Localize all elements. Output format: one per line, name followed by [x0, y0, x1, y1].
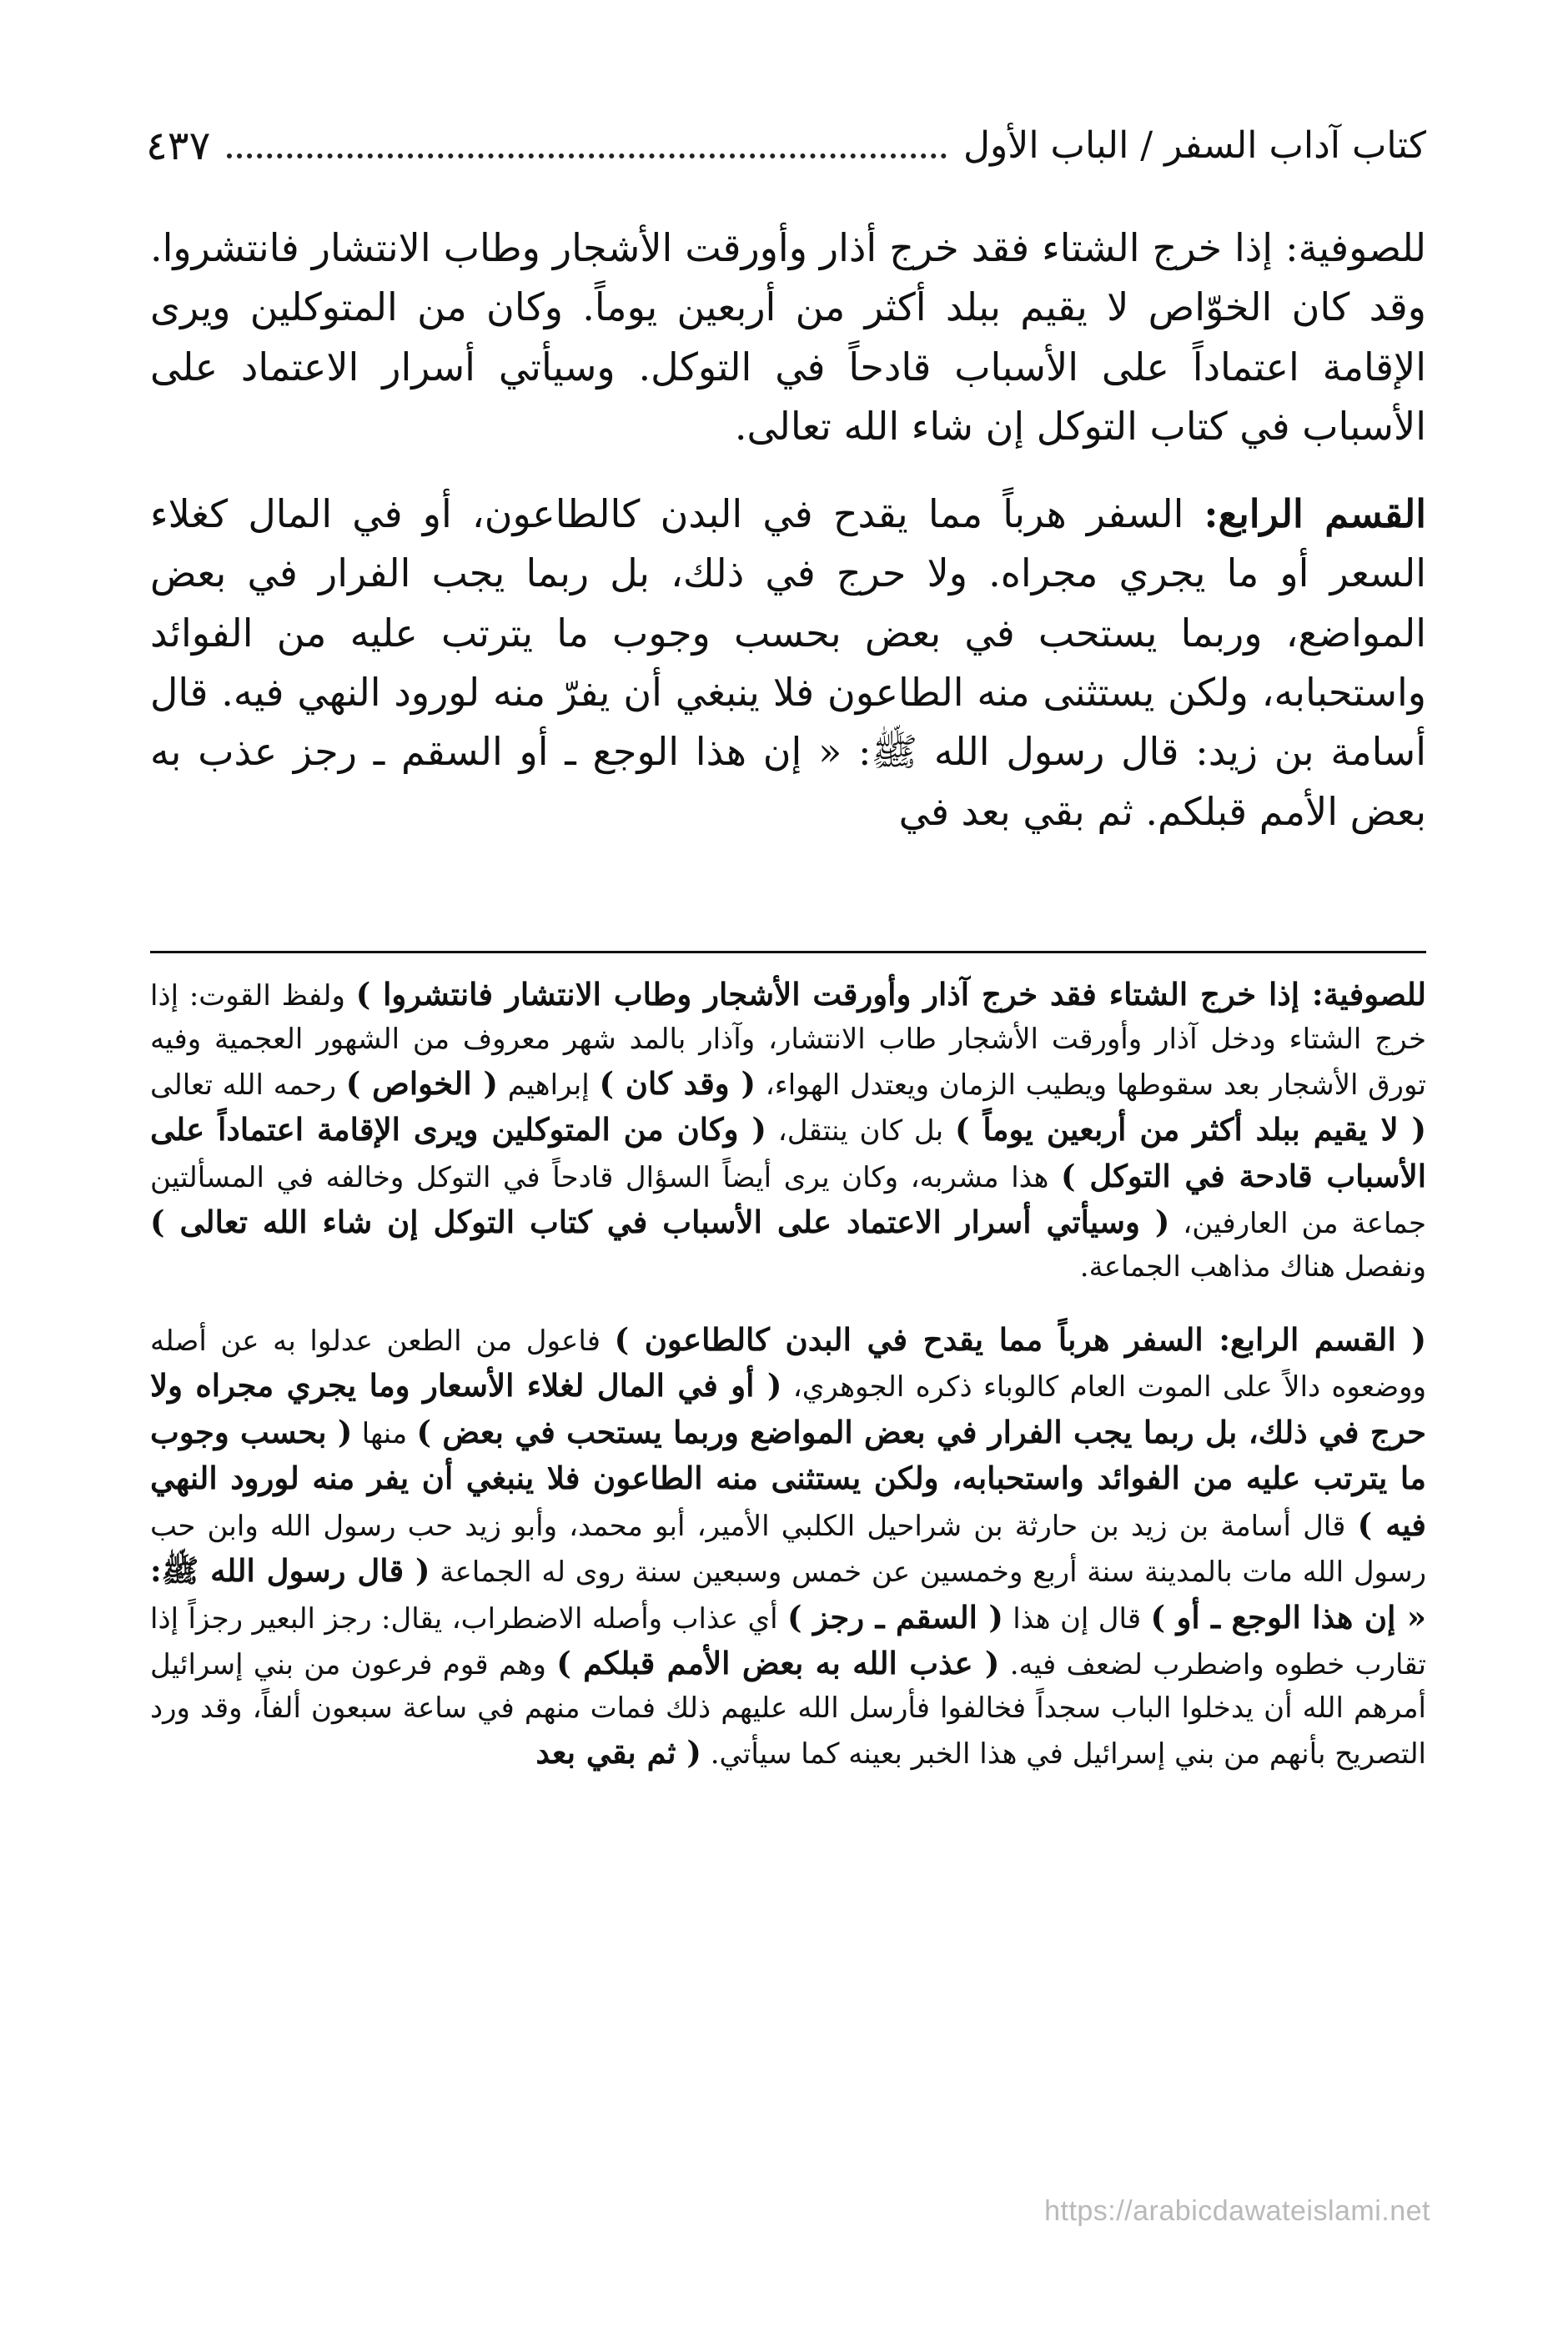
header-title: كتاب آداب السفر / الباب الأول [963, 124, 1426, 167]
main-paragraph: القسم الرابع: السفر هرباً مما يقدح في البدن كالطاعون، أو في المال كغلاء السعر أو ما يجري مجراه. ولا حرج في ذلك، بل ربما يجب الفرار في بعض المواضع، وربما يستحب في بعض بحسب وجوب ما يترتب عليه من الفوائد واستحبابه، ولكن يستثنى منه الطاعون فلا ينبغي أن يفرّ منه لورود النهي فيه. قال أسامة بن زيد: قال رسول الله ﷺ: « إن هذا الوجع ـ أو السقم ـ رجز عذب به بعض الأمم قبلكم. ثم بقي بعد في [150, 491, 1426, 834]
commentary-paragraph: للصوفية: إذا خرج الشتاء فقد خرج آذار وأورقت الأشجار وطاب الانتشار فانتشروا ) ولفظ القوت: إذا خرج الشتاء ودخل آذار وأورقت الأشجار طاب الانتشار، وآذار بالمد شهر معروف من الشهور العجمية وفيه تورق الأشجار بعد سقوطها ويطيب الزمان ويعتدل الهواء، ( وقد كان ) إبراهيم ( الخواص ) رحمه الله تعالى ( لا يقيم ببلد أكثر من أربعين يوماً ) بل كان ينتقل، ( وكان من المتوكلين ويرى الإقامة اعتماداً على الأسباب قادحة في التوكل ) هذا مشربه، وكان يرى أيضاً السؤال قادحاً في التوكل وخالفه في المسألتين جماعة من العارفين، ( وسيأتي أسرار الاعتماد على الأسباب في كتاب التوكل إن شاء الله تعالى ) ونفصل هناك مذاهب الجماعة. [150, 976, 1426, 1284]
quoted-matn: ( بحسب وجوب ما يترتب عليه من الفوائد واستحبابه، ولكن يستثنى منه الطاعون فلا ينبغي أن يفر منه لورود النهي فيه ) [150, 1413, 1426, 1543]
main-text [150, 219, 1426, 842]
quoted-matn: ( الخواص ) [345, 1064, 499, 1102]
running-header [146, 113, 1426, 179]
quoted-matn: ( ثم بقي بعد [535, 1733, 701, 1771]
quoted-matn: ( أو في المال لغلاء الأسعار وما يجري مجراه ولا حرج في ذلك، بل ربما يجب الفرار في بعض المواضع وربما يستحب في بعض ) [150, 1367, 1426, 1450]
watermark-url: https://arabicdawateislami.net [1044, 2195, 1430, 2227]
page-number: ٤٣٧ [146, 123, 211, 169]
quoted-matn: ( قال رسول الله ﷺ: « إن هذا الوجع ـ أو ) [150, 1552, 1426, 1636]
commentary-paragraph: ( القسم الرابع: السفر هرباً مما يقدح في البدن كالطاعون ) فاعول من الطعن عدلوا به عن أصله ووضعوه دالاً على الموت العام كالوباء ذكره الجوهري، ( أو في المال لغلاء الأسعار وما يجري مجراه ولا حرج في ذلك، بل ربما يجب الفرار في بعض المواضع وربما يستحب في بعض ) منها ( بحسب وجوب ما يترتب عليه من الفوائد واستحبابه، ولكن يستثنى منه الطاعون فلا ينبغي أن يفر منه لورود النهي فيه ) قال أسامة بن زيد بن حارثة بن شراحيل الكلبي الأمير، أبو محمد، وأبو زيد حب رسول الله وابن حب رسول الله مات بالمدينة سنة أربع وخمسين عن خمس وسبعين سنة روى له الجماعة ( قال رسول الله ﷺ: « إن هذا الوجع ـ أو ) قال إن هذا ( السقم ـ رجز ) أي عذاب وأصله الاضطراب، يقال: رجز البعير رجزاً إذا تقارب خطوه واضطرب لضعف فيه. ( عذب الله به بعض الأمم قبلكم ) وهم قوم فرعون من بني إسرائيل أمرهم الله أن يدخلوا الباب سجداً فخالفوا فأرسل الله عليهم ذلك فمات منهم في ساعة سبعون ألفاً، وقد ورد التصريح بأنهم من بني إسرائيل في هذا الخبر بعينه كما سيأتي. ( ثم بقي بعد [150, 1320, 1427, 1771]
header-dot-leader [227, 153, 947, 158]
quoted-matn: ( لا يقيم ببلد أكثر من أربعين يوماً ) [954, 1111, 1426, 1148]
quoted-matn: ( عذب الله به بعض الأمم قبلكم ) [556, 1645, 1000, 1681]
quoted-matn: ( وسيأتي أسرار الاعتماد على الأسباب في كتاب التوكل إن شاء الله تعالى ) [150, 1204, 1170, 1240]
footnote-divider [150, 951, 1426, 953]
quoted-matn: ( السقم ـ رجز ) [787, 1598, 1003, 1636]
quoted-matn: ( القسم الرابع: السفر هرباً مما يقدح في البدن كالطاعون ) [614, 1320, 1427, 1358]
quoted-matn: للصوفية: إذا خرج الشتاء فقد خرج آذار وأورقت الأشجار وطاب الانتشار فانتشروا ) [355, 976, 1426, 1013]
quoted-matn: ( وقد كان ) [599, 1064, 756, 1102]
quoted-matn: ( وكان من المتوكلين ويرى الإقامة اعتماداً على الأسباب قادحة في التوكل ) [150, 1111, 1426, 1194]
commentary-text [150, 972, 1426, 1776]
section-heading: القسم الرابع: [1204, 491, 1426, 537]
main-paragraph: للصوفية: إذا خرج الشتاء فقد خرج أذار وأورقت الأشجار وطاب الانتشار فانتشروا. وقد كان الخوّاص لا يقيم ببلد أكثر من أربعين يوماً. وكان من المتوكلين ويرى الإقامة اعتماداً على الأسباب قادحاً في التوكل. وسيأتي أسرار الاعتماد على الأسباب في كتاب التوكل إن شاء الله تعالى. [150, 225, 1426, 449]
